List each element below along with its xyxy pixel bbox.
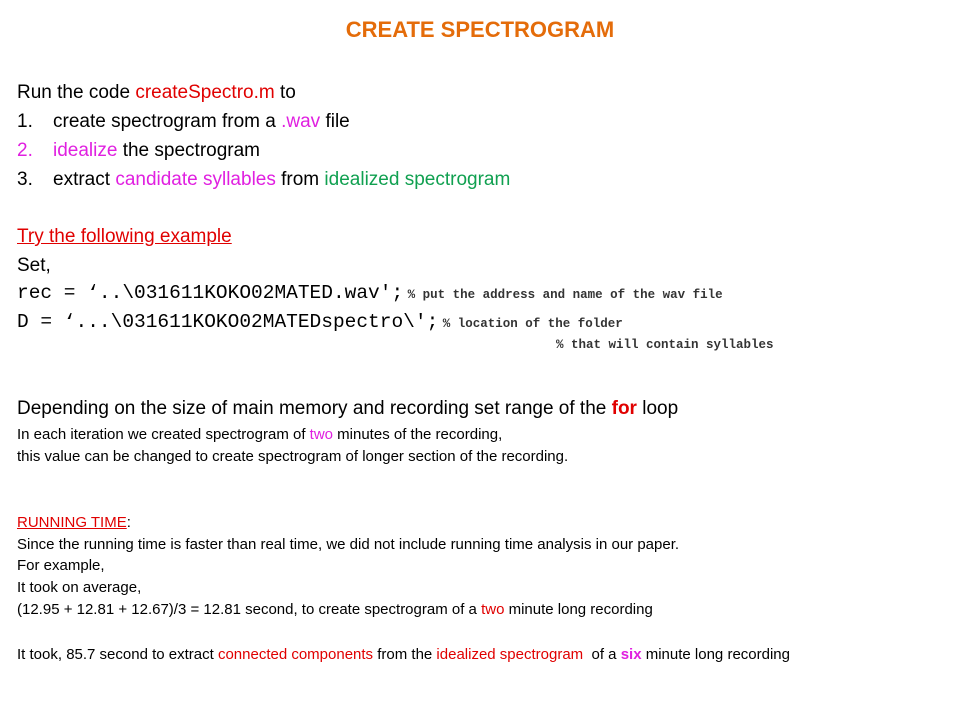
running-line-2: For example, — [17, 557, 105, 574]
iteration-highlight: two — [309, 426, 333, 443]
code-statement: rec = ‘..\031611KOKO02MATED.wav'; — [17, 282, 404, 304]
running-line-1: Since the running time is faster than real time, we did not include running time analysis in our paper. — [17, 536, 680, 553]
running-time-heading — [17, 514, 131, 531]
step-keyword: candidate syllables — [115, 169, 276, 190]
step-keyword-green: idealized spectrogram — [324, 169, 511, 190]
step-1 — [17, 111, 350, 133]
code-comment-continued: % that will contain syllables — [556, 338, 774, 352]
running-mid: of a — [583, 646, 621, 663]
code-comment: % put the address and name of the wav file — [407, 288, 723, 302]
step-number: 2. — [17, 140, 33, 161]
running-highlight: two — [481, 601, 505, 618]
connected-components: connected components — [217, 646, 374, 663]
page-title: CREATE SPECTROGRAM — [345, 17, 615, 42]
memory-line — [17, 398, 678, 420]
step-text: file — [320, 111, 350, 132]
intro-prefix: Run the code — [17, 82, 136, 103]
iteration-prefix: In each iteration we created spectrogram of — [17, 426, 310, 443]
step-text: the spectrogram — [117, 140, 261, 161]
for-keyword: for — [611, 398, 637, 419]
running-suffix: minute long recording — [504, 601, 653, 618]
six-highlight: six — [620, 646, 642, 663]
example-heading: Try the following example — [17, 226, 232, 247]
running-suffix: minute long recording — [641, 646, 790, 663]
idealized-spectrogram: idealized spectrogram — [436, 646, 584, 663]
code-line-rec — [17, 282, 723, 304]
running-line-3: It took on average, — [17, 579, 142, 596]
running-prefix: It took, 85.7 second to extract — [17, 646, 218, 663]
running-prefix: (12.95 + 12.81 + 12.67)/3 = 12.81 second, to create spectrogram of a — [17, 601, 482, 618]
intro-line — [17, 82, 296, 104]
running-time-label: RUNNING TIME — [17, 514, 127, 531]
set-label: Set, — [17, 255, 51, 276]
file-extension: .wav — [281, 111, 321, 132]
step-number: 3. — [17, 169, 33, 190]
iteration-suffix: minutes of the recording, — [333, 426, 503, 443]
intro-suffix: to — [274, 82, 296, 103]
memory-suffix: loop — [636, 398, 679, 419]
step-text: from — [275, 169, 325, 190]
code-line-d — [17, 311, 623, 333]
memory-prefix: Depending on the size of main memory and recording set range of the — [17, 398, 612, 419]
running-time-colon: : — [126, 514, 131, 531]
code-comment: % location of the folder — [442, 317, 623, 331]
running-line-5 — [17, 646, 790, 663]
iteration-line — [17, 426, 502, 443]
code-statement: D = ‘...\031611KOKO02MATEDspectro\'; — [17, 311, 439, 333]
step-text: create spectrogram from a — [53, 111, 282, 132]
code-file-name: createSpectro.m — [135, 82, 275, 103]
change-line: this value can be changed to create spectrogram of longer section of the recording. — [17, 448, 569, 465]
step-number: 1. — [17, 111, 33, 132]
step-3 — [17, 169, 510, 191]
running-line-4 — [17, 601, 653, 618]
running-mid: from the — [373, 646, 437, 663]
step-keyword: idealize — [53, 140, 118, 161]
step-2 — [17, 140, 260, 162]
step-text: extract — [53, 169, 116, 190]
